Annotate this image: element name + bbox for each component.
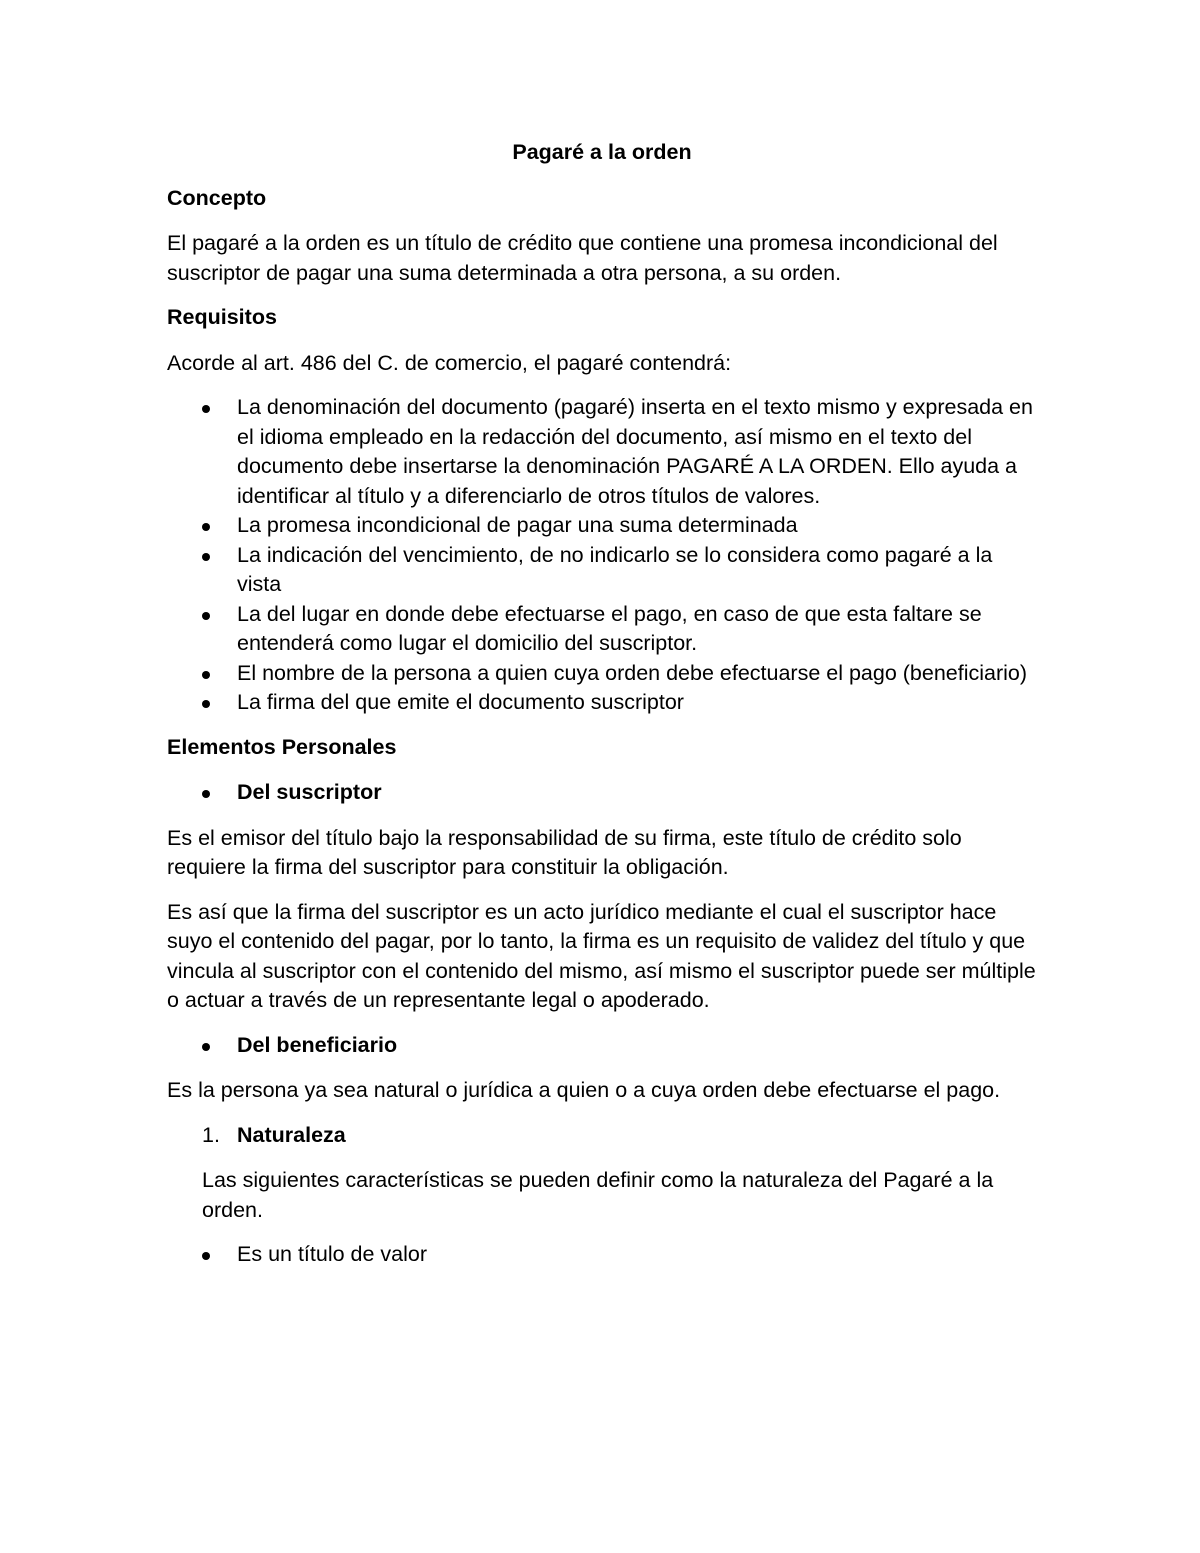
document-body: [167, 138, 1037, 1285]
naturaleza-list: [167, 1240, 1037, 1270]
bullet-icon: [202, 1252, 210, 1260]
requisitos-intro: Acorde al art. 486 del C. de comercio, el pagaré contendrá:: [167, 350, 732, 375]
heading-naturaleza-label: Naturaleza: [237, 1122, 346, 1147]
bullet-icon: [202, 1043, 210, 1051]
list-item-text: La del lugar en donde debe efectuarse el pago, en caso de que esta faltare se entenderá como lugar el domicilio del suscriptor.: [237, 601, 982, 655]
subheading-beneficiario: [167, 1031, 1037, 1061]
subheading-beneficiario-label: Del beneficiario: [237, 1032, 398, 1057]
list-item-text: La promesa incondicional de pagar una suma determinada: [237, 513, 798, 537]
list-item: [167, 659, 1037, 689]
list-item-text: La indicación del vencimiento, de no indicarlo se lo considera como pagaré a la vista: [237, 542, 993, 596]
bullet-icon: [202, 671, 210, 679]
list-item-text: La denominación del documento (pagaré) inserta en el texto mismo y expresada en el idioma empleado en la redacción del documento, así mismo en el texto del documento debe insertarse la denominación PAGARÉ A LA ORDEN. Ello ayuda a identificar al título y a diferenciarlo de otros títulos de valores.: [237, 395, 1033, 508]
heading-requisitos: Requisitos: [167, 305, 277, 329]
heading-elementos-personales: Elementos Personales: [167, 734, 397, 759]
bullet-icon: [202, 523, 210, 531]
suscriptor-paragraph-1: Es el emisor del título bajo la responsabilidad de su firma, este título de crédito solo requiere la firma del suscriptor para constituir la obligación.: [167, 825, 962, 879]
list-item: [167, 393, 1037, 511]
beneficiario-paragraph: Es la persona ya sea natural o jurídica a quien o a cuya orden debe efectuarse el pago.: [167, 1078, 1001, 1102]
list-number: 1.: [202, 1122, 220, 1147]
list-item: [167, 600, 1037, 659]
document-title: Pagaré a la orden: [512, 140, 692, 164]
bullet-icon: [202, 700, 210, 708]
bullet-icon: [202, 553, 210, 561]
requisitos-list: [167, 393, 1037, 718]
list-item: [167, 688, 1037, 718]
bullet-icon: [202, 405, 210, 413]
concepto-paragraph: El pagaré a la orden es un título de crédito que contiene una promesa incondicional del suscriptor de pagar una suma determinada a otra persona, a su orden.: [167, 231, 998, 285]
subheading-suscriptor: [167, 778, 1037, 808]
list-item: [167, 541, 1037, 600]
bullet-icon: [202, 612, 210, 620]
suscriptor-paragraph-2: Es así que la firma del suscriptor es un acto jurídico mediante el cual el suscriptor hace suyo el contenido del pagar, por lo tanto, la firma es un requisito de validez del título y que vincula al suscriptor con el contenido del mismo, así mismo el suscriptor puede ser múltiple o actuar a través de un representante legal o apoderado.: [167, 899, 1036, 1012]
heading-naturaleza: [167, 1121, 1037, 1151]
bullet-icon: [202, 790, 210, 798]
list-item: [167, 1240, 1037, 1270]
list-item: [167, 511, 1037, 541]
naturaleza-paragraph: Las siguientes características se pueden definir como la naturaleza del Pagaré a la orden.: [202, 1168, 994, 1222]
list-item-text: Es un título de valor: [237, 1242, 428, 1266]
subheading-suscriptor-label: Del suscriptor: [237, 780, 382, 804]
list-item-text: El nombre de la persona a quien cuya orden debe efectuarse el pago (beneficiario): [237, 660, 1028, 685]
heading-concepto: Concepto: [167, 185, 267, 210]
list-item-text: La firma del que emite el documento suscriptor: [237, 690, 684, 714]
